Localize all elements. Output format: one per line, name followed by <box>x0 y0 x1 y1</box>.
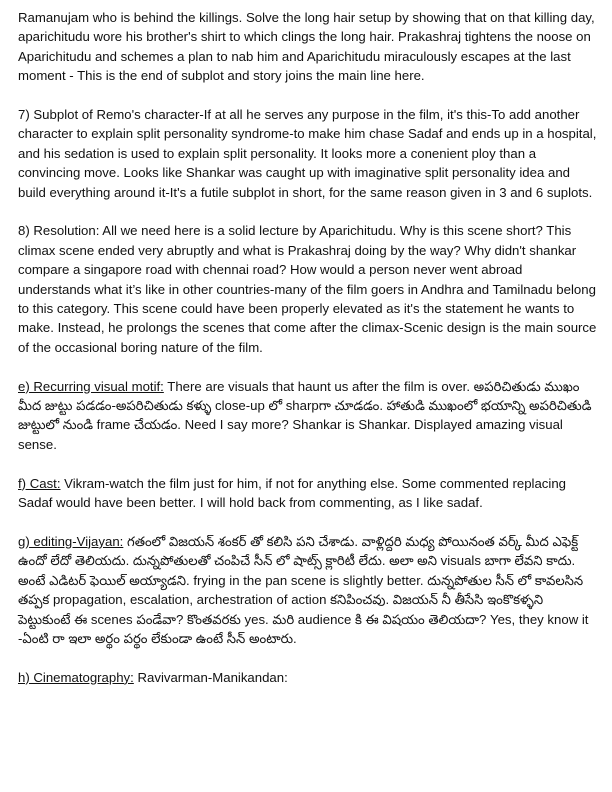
section-text-cast: Vikram-watch the film just for him, if not for anything else. Some commented replacing Sadaf would have been better. I will hold back from commenting, as I like sadaf. <box>18 475 566 511</box>
section-editing <box>18 532 598 648</box>
paragraph-gap <box>18 202 598 221</box>
section-visual-motif <box>18 377 598 455</box>
paragraph-gap <box>18 513 598 532</box>
paragraph-gap <box>18 454 598 473</box>
section-cast <box>18 474 598 513</box>
paragraph-resolution: 8) Resolution: All we need here is a solid lecture by Aparichitudu. Why is this scene short? This climax scene ended very abruptly and what is Prakashraj doing by the way? Why didn't shankar compare a singapore road with chennai road? How would a person never went abroad understands what it’s like in other countries-many of the film goers in Andhra and Tamilnadu belong to this category. This scene could have been properly elevated as it's the statement he wants to make. Instead, he prolongs the scenes that come after the climax-Scenic design is the main source of the occasional boring nature of the film. <box>18 223 597 355</box>
paragraph-subplot-end: Ramanujam who is behind the killings. Solve the long hair setup by showing that on that killing day, aparichitudu wore his brother's shirt to which clings the long hair. Prakashraj tightens the noose on Aparichitudu and schemes a plan to nab him and Aparichitudu miraculously escapes at the last moment - This is the end of subplot and story joins the main line here. <box>18 10 595 84</box>
section-heading-visual-motif: e) Recurring visual motif: <box>18 378 164 394</box>
paragraph-gap <box>18 648 598 667</box>
section-text-editing: గతంలో విజయన్ శంకర్ తో కలిసి పని చేశాడు. వాళ్లిద్దరి మధ్య పోయినంత వర్క్ మీద ఎఫెక్ట్ ఉందో లేదో తెలియదు. దున్నపోతులతో చంపిచే సీన్ లో షాట్స్ క్లారిటీ లేదు. అలా అని visuals బాగా లేవని కాదు. అంటే ఎడిటర్ ఫెయిల్ అయ్యాడని. frying in the pan scene is slightly better. దున్నపోతుల సీన్ లో కావలసిన తప్పక propagation, escalation, archestration of action కనిపించవు. విజయన్ నీ తీసేసి ఇంకొకళ్ళని పెట్టుకుంటే ఈ scenes పండేవా? కొంతవరకు yes. మరి audience కి ఈ విషయం తెలియదా? Yes, they know it -ఏంటి రా ఇలా అర్థం పర్థం లేకుండా ఉంటే సీన్ అంటారు. <box>18 533 589 646</box>
paragraph-gap <box>18 357 598 376</box>
document-page <box>18 8 598 687</box>
section-cinematography <box>18 668 598 687</box>
section-text-cinematography: Ravivarman-Manikandan: <box>137 669 288 685</box>
section-heading-cast: f) Cast: <box>18 475 61 491</box>
section-text-visual-motif: There are visuals that haunt us after the film is over. అపరిచితుడు ముఖం మీద జుట్టు పడడం-అపరిచితుడు కళ్ళు close-up లో sharpగా చూడడం. హాతుడి ముఖంలో భయాన్ని అపరిచితుడి జుట్టులో నుండి frame చేయడం. Need I say more? Shankar is Shankar. Displayed amazing visual sense. <box>18 378 592 452</box>
paragraph-gap <box>18 86 598 105</box>
paragraph-remo-subplot: 7) Subplot of Remo's character-If at all he serves any purpose in the film, it's this-To add another character to explain split personality syndrome-to make him chase Sadaf and ends up in a hospital, and his sedation is used to explain split personality. It looks more a conenient ploy than a convincing move. Looks like Shankar was caught up with imaginative split personality idea and build everything around it-It's a futile subplot in short, for the same reason given in 3 and 6 suplots. <box>18 107 597 200</box>
section-heading-cinematography: h) Cinematography: <box>18 669 134 685</box>
section-heading-editing: g) editing-Vijayan: <box>18 533 124 549</box>
